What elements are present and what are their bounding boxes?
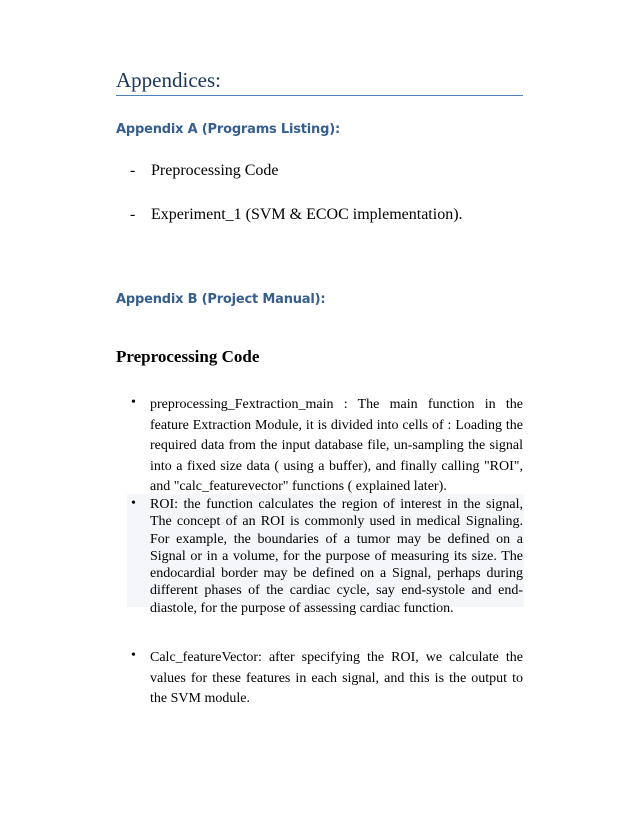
appendix-b-heading: Appendix B (Project Manual):	[116, 292, 326, 307]
bullet-marker: •	[131, 395, 136, 410]
appendix-a-heading: Appendix A (Programs Listing):	[116, 122, 340, 137]
bullet-marker: •	[131, 496, 136, 511]
bullet-marker: •	[131, 648, 136, 663]
section-title: Preprocessing Code	[116, 347, 260, 366]
list-item-text: Experiment_1 (SVM & ECOC implementation).	[151, 206, 463, 223]
page-title: Appendices:	[116, 68, 221, 92]
bullet-text: Calc_featureVector: after specifying the ROI, we calculate the values for these features in each signal, and this is the output to the SVM module.	[150, 650, 523, 706]
dash-marker: -	[130, 206, 136, 223]
bullet-text: preprocessing_Fextraction_main : The main function in the feature Extraction Module, it is divided into cells of : Loading the required data from the input database file, un-sampling the signal into a fixed size data ( using a buffer), and finally calling "ROI", and "calc_featurevector" functions ( explained later).	[150, 397, 523, 494]
dash-marker: -	[130, 162, 136, 179]
list-item-text: Preprocessing Code	[151, 162, 279, 179]
title-underline	[116, 95, 523, 96]
bullet-text: ROI: the function calculates the region of interest in the signal, The concept of an ROI is commonly used in medical Signaling. For example, the boundaries of a tumor may be defined on a Signal or in a volume, for the purpose of measuring its size. The endocardial border may be defined on a Signal, perhaps during different phases of the cardiac cycle, say end-systole and end-diastole, for the purpose of assessing cardiac function.	[150, 497, 523, 616]
